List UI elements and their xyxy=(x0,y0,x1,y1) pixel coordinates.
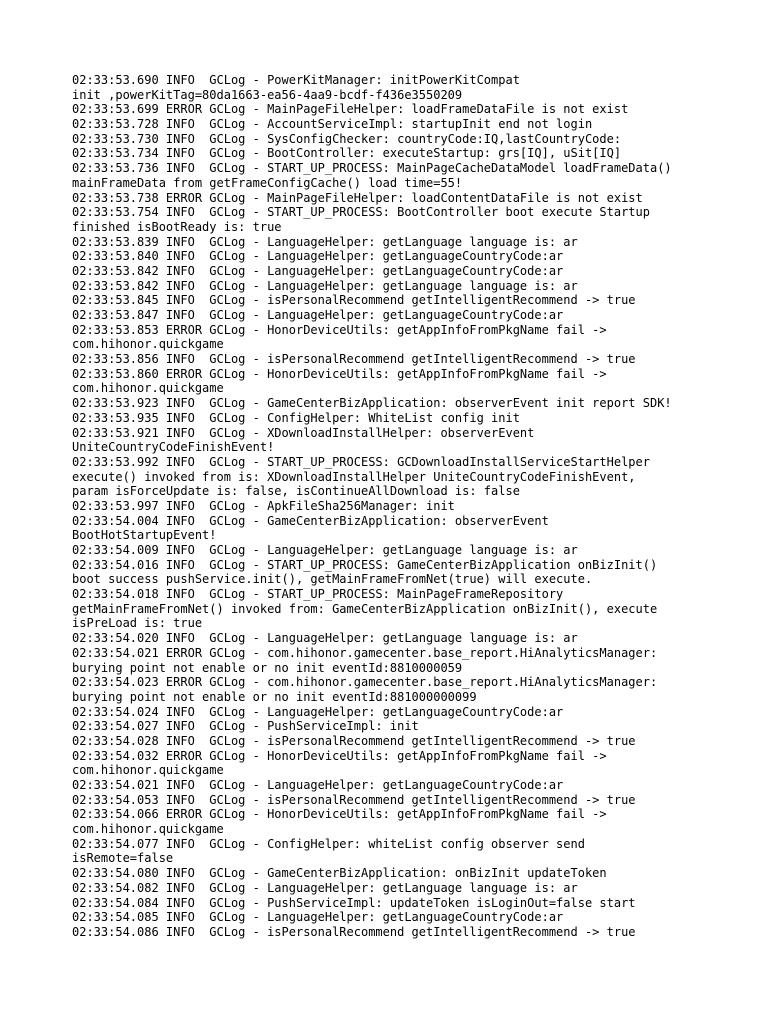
log-line: 02:33:53.730 INFO GCLog - SysConfigChecker: countryCode:IQ,lastCountryCode: xyxy=(72,131,622,146)
log-text-block xyxy=(72,73,712,940)
log-line: 02:33:53.728 INFO GCLog - AccountServiceImpl: startupInit end not login xyxy=(72,117,593,132)
log-line: 02:33:54.085 INFO GCLog - LanguageHelper: getLanguageCountryCode:ar xyxy=(72,910,564,925)
log-line: 02:33:54.084 INFO GCLog - PushServiceImpl: updateToken isLoginOut=false start xyxy=(72,895,636,910)
log-line: 02:33:53.839 INFO GCLog - LanguageHelper: getLanguage language is: ar xyxy=(72,234,578,249)
log-line: finished isBootReady is: true xyxy=(72,219,282,234)
log-line: 02:33:54.021 INFO GCLog - LanguageHelper: getLanguageCountryCode:ar xyxy=(72,778,564,792)
log-line: 02:33:53.840 INFO GCLog - LanguageHelper: getLanguageCountryCode:ar xyxy=(72,249,564,264)
log-line: boot success pushService.init(), getMainFrameFromNet(true) will execute. xyxy=(72,572,593,587)
log-line: 02:33:53.856 INFO GCLog - isPersonalRecommend getIntelligentRecommend -> true xyxy=(72,352,636,367)
log-line: 02:33:54.018 INFO GCLog - START_UP_PROCESS: MainPageFrameRepository xyxy=(72,587,564,602)
log-line: init ,powerKitTag=80da1663-ea56-4aa9-bcdf-f436e3550209 xyxy=(72,87,463,102)
log-line: com.hihonor.quickgame xyxy=(72,822,224,837)
log-line: 02:33:53.734 INFO GCLog - BootController: executeStartup: grs[IQ], uSit[IQ] xyxy=(72,146,622,161)
log-line: 02:33:53.923 INFO GCLog - GameCenterBizApplication: observerEvent init report SDK! xyxy=(72,396,672,411)
log-line: 02:33:53.997 INFO GCLog - ApkFileSha256Manager: init xyxy=(72,498,455,513)
log-line: 02:33:54.004 INFO GCLog - GameCenterBizApplication: observerEvent xyxy=(72,513,549,528)
log-line: isPreLoad is: true xyxy=(72,616,203,631)
log-line: 02:33:53.690 INFO GCLog - PowerKitManager: initPowerKitCompat xyxy=(72,73,520,87)
log-line: 02:33:54.027 INFO GCLog - PushServiceImpl: init xyxy=(72,719,419,734)
log-line: mainFrameData from getFrameConfigCache() load time=55! xyxy=(72,175,463,190)
log-line: 02:33:53.921 INFO GCLog - XDownloadInstallHelper: observerEvent xyxy=(72,425,535,440)
log-line: 02:33:54.021 ERROR GCLog - com.hihonor.gamecenter.base_report.HiAnalyticsManager: xyxy=(72,645,658,660)
log-line: 02:33:53.754 INFO GCLog - START_UP_PROCESS: BootController boot execute Startup xyxy=(72,205,650,220)
log-line: 02:33:53.847 INFO GCLog - LanguageHelper: getLanguageCountryCode:ar xyxy=(72,308,564,322)
log-line: 02:33:53.845 INFO GCLog - isPersonalRecommend getIntelligentRecommend -> true xyxy=(72,293,636,308)
log-line: BootHotStartupEvent! xyxy=(72,528,217,543)
log-line: 02:33:54.032 ERROR GCLog - HonorDeviceUtils: getAppInfoFromPkgName fail -> xyxy=(72,748,607,763)
log-line: com.hihonor.quickgame xyxy=(72,381,224,396)
log-line: execute() invoked from is: XDownloadInstallHelper UniteCountryCodeFinishEvent, xyxy=(72,469,636,484)
log-line: 02:33:54.023 ERROR GCLog - com.hihonor.gamecenter.base_report.HiAnalyticsManager: xyxy=(72,675,658,690)
log-line: 02:33:54.082 INFO GCLog - LanguageHelper: getLanguage language is: ar xyxy=(72,880,578,895)
log-line: isRemote=false xyxy=(72,851,174,866)
log-line: 02:33:53.842 INFO GCLog - LanguageHelper: getLanguage language is: ar xyxy=(72,278,578,293)
log-line: 02:33:54.077 INFO GCLog - ConfigHelper: whiteList config observer send xyxy=(72,836,585,851)
log-line: 02:33:53.860 ERROR GCLog - HonorDeviceUtils: getAppInfoFromPkgName fail -> xyxy=(72,366,607,381)
log-line: 02:33:54.020 INFO GCLog - LanguageHelper: getLanguage language is: ar xyxy=(72,631,578,646)
log-line: 02:33:54.066 ERROR GCLog - HonorDeviceUtils: getAppInfoFromPkgName fail -> xyxy=(72,807,607,822)
log-line: com.hihonor.quickgame xyxy=(72,337,224,352)
log-line: 02:33:54.028 INFO GCLog - isPersonalRecommend getIntelligentRecommend -> true xyxy=(72,733,636,748)
log-line: 02:33:54.016 INFO GCLog - START_UP_PROCESS: GameCenterBizApplication onBizInit() xyxy=(72,557,658,572)
log-line: 02:33:54.009 INFO GCLog - LanguageHelper: getLanguage language is: ar xyxy=(72,543,578,557)
log-line: 02:33:53.992 INFO GCLog - START_UP_PROCESS: GCDownloadInstallServiceStartHelper xyxy=(72,454,650,469)
log-line: 02:33:53.853 ERROR GCLog - HonorDeviceUtils: getAppInfoFromPkgName fail -> xyxy=(72,322,607,337)
log-line: UniteCountryCodeFinishEvent! xyxy=(72,440,275,455)
log-line: burying point not enable or no init eventId:8810000059 xyxy=(72,660,463,675)
log-line: com.hihonor.quickgame xyxy=(72,763,224,778)
log-line: 02:33:54.053 INFO GCLog - isPersonalRecommend getIntelligentRecommend -> true xyxy=(72,792,636,807)
log-line: 02:33:54.080 INFO GCLog - GameCenterBizApplication: onBizInit updateToken xyxy=(72,866,607,881)
log-line: 02:33:53.699 ERROR GCLog - MainPageFileHelper: loadFrameDataFile is not exist xyxy=(72,102,629,117)
log-line: 02:33:54.086 INFO GCLog - isPersonalRecommend getIntelligentRecommend -> true xyxy=(72,924,636,939)
log-line: param isForceUpdate is: false, isContinueAllDownload is: false xyxy=(72,484,520,499)
log-line: 02:33:53.935 INFO GCLog - ConfigHelper: WhiteList config init xyxy=(72,410,520,425)
log-line: 02:33:53.736 INFO GCLog - START_UP_PROCESS: MainPageCacheDataModel loadFrameData() xyxy=(72,161,672,176)
log-line: 02:33:54.024 INFO GCLog - LanguageHelper: getLanguageCountryCode:ar xyxy=(72,704,564,719)
log-line: 02:33:53.738 ERROR GCLog - MainPageFileHelper: loadContentDataFile is not exist xyxy=(72,190,643,205)
log-line: 02:33:53.842 INFO GCLog - LanguageHelper: getLanguageCountryCode:ar xyxy=(72,263,564,278)
log-line: burying point not enable or no init eventId:881000000099 xyxy=(72,689,477,704)
log-line: getMainFrameFromNet() invoked from: GameCenterBizApplication onBizInit(), execute xyxy=(72,601,658,616)
